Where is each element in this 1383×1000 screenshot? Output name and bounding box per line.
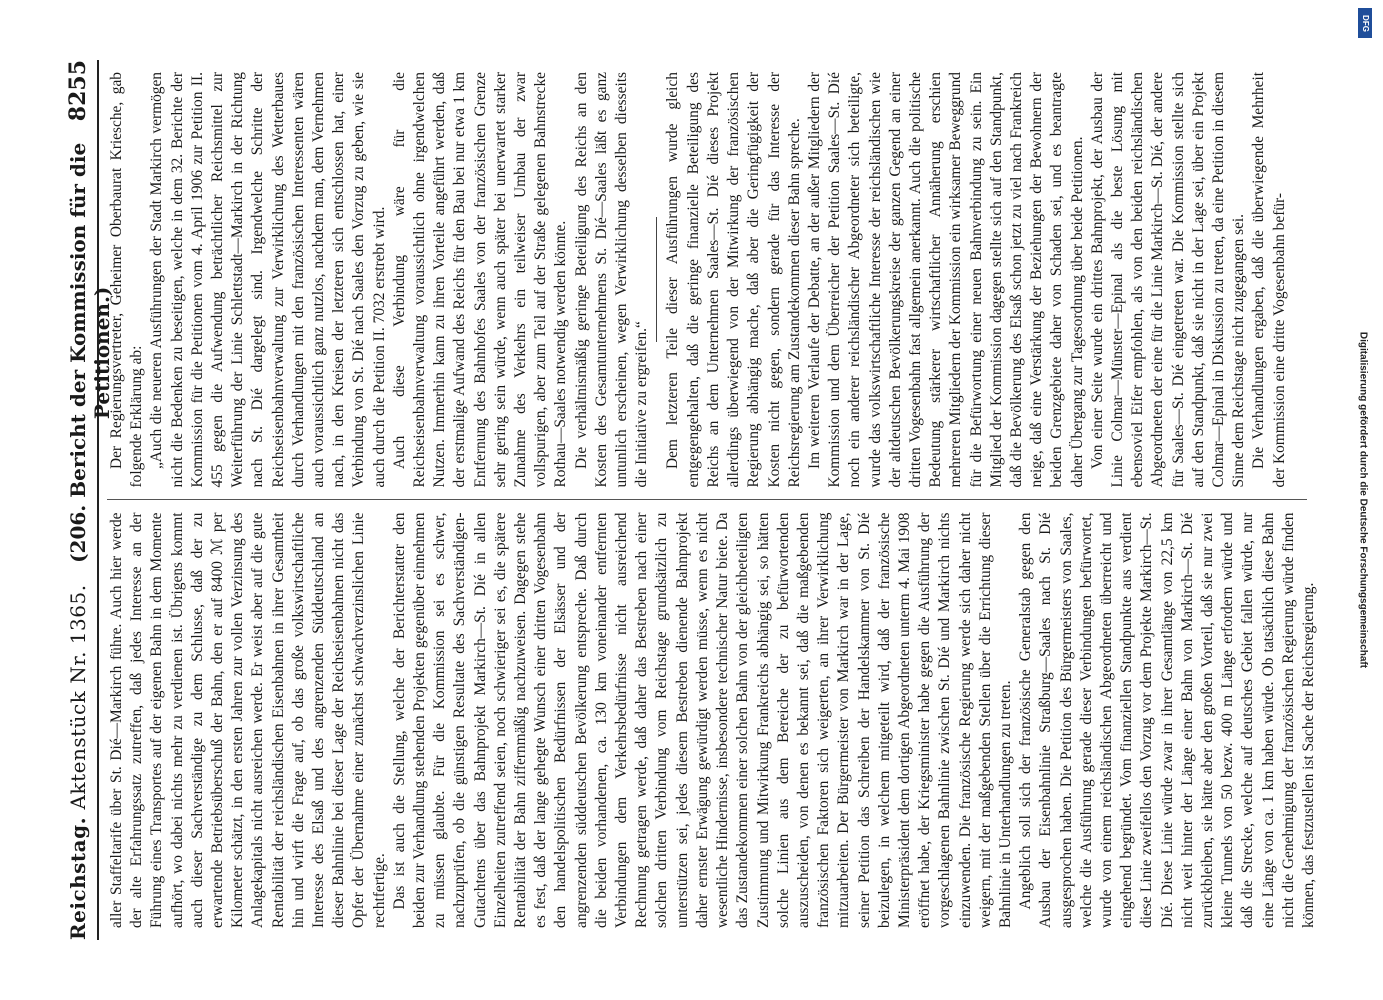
paragraph: Angeblich soll sich der französische Generalstab gegen den Ausbau der Eisenbahnlinie Straßburg—Saales nach St. Dié ausgesprochen haben. Die Petition des Bürgermeisters von Saales, welche die Ausführung gerade dieser Verbindungen befürwortet, wurde von einem reichsländischen Abgeordneten überreicht und eingehend begründet. Vom finanziellen Standpunkte aus verdient diese Linie zweifellos den Vorzug vor dem Projekte Markirch—St. Dié. Diese Linie würde zwar in ihrer Gesamtlänge von 22,5 km nicht weit hinter der Länge einer Bahn von Markirch—St. Dié zurückbleiben, sie hätte aber den großen Vorteil, daß sie nur zwei kleine Tunnels von 50 bezw. 400 m Länge erfordern würde und daß die Strecke, welche auf deutsches Gebiet fallen würde, nur eine Länge von ca. 1 km haben würde. Ob tatsächlich diese Bahn nicht die Genehmigung der französischen Regierung würde finden können, das festzustellen ist Sache der Reichsregierung.: [1017, 512, 1317, 928]
header-reichstag: Reichstag.: [66, 816, 90, 940]
column-right: [107, 60, 1307, 501]
paragraph: Im weiteren Verlaufe der Debatte, an der außer Mitgliedern der Kommission und dem Überreicher der Petition Saales—St. Dié noch ein anderer reichsländischer Abgeordneter sich beteiligte, wurde das volkswirtschaftliche Interesse der reichsländischen wie der altdeutschen Bevölkerungskreise der ganzen Gegend an einer dritten Vogesenbahn fast allgemein anerkannt. Auch die politische Bedeutung stärkerer wirtschaftlicher Annäherung erschien mehreren Mitgliedern der Kommission ein wirksamer Beweggrund für die Befürwortung einer neuen Bahnverbindung zu sein. Ein Mitglied der Kommission dagegen stellte sich auf den Standpunkt, daß die Bevölkerung des Elsaß schon jetzt zu viel nach Frankreich neige, daß eine Verstärkung der Beziehungen der Bewohnern der beiden Grenzgebiete daher von Schaden sei, und es beantragte daher Übergang zur Tagesordnung über beide Petitionen.: [805, 72, 1086, 488]
section-divider: [656, 217, 657, 342]
page-header: [65, 60, 114, 940]
paragraph: Dem letzteren Teile dieser Ausführungen wurde gleich entgegengehalten, daß die geringe finanzielle Beteiligung des Reichs an dem Unternehmen Saales—St. Dié dieses Projekt allerdings überwiegend von der Mitwirkung der französischen Regierung abhängig mache, daß aber die Geringfügigkeit der Kosten nicht gegen, sondern gerade für das Interesse der Reichsregierung am Zustandekommen dieser Bahn spreche.: [664, 72, 803, 488]
credit-text: Digitalisierung gefördert durch die Deutsche Forschungsgemeinschaft: [1357, 331, 1369, 669]
paragraph: Die Verhandlungen ergaben, daß die überwiegende Mehrheit der Kommission eine dritte Vogesenbahn befür-: [1250, 72, 1288, 488]
digitization-credit: [1354, 8, 1372, 992]
paragraph: aller Staffeltarife über St. Dié—Markirch führe. Auch hier werde der alte Erfahrungssatz zutreffen, daß jedes Interesse an der Führung eines Transportes auf der eigenen Bahn in dem Momente aufhört, wo dabei nichts mehr zu verdienen ist. Übrigens kommt auch dieser Sachverständige zu dem Schlusse, daß der zu erwartende Betriebsüberschuß der Bahn, den er auf 8400 ℳ per Kilometer schätzt, in den ersten Jahren zur vollen Verzinsung des Anlagekapitals nicht ausreichen werde. Er weist aber auf die gute Rentabilität der reichsländischen Eisenbahnen in ihrer Gesamtheit hin und wirft die Frage auf, ob das große volkswirtschaftliche Interesse des Elsaß und des angrenzenden Süddeutschland an dieser Bahnlinie bei dieser Lage der Reichseisenbahnen nicht das Opfer der Übernahme einer zunächst schwachverzinslichen Linie rechtfertige.: [108, 512, 388, 928]
paragraph: Von einer Seite wurde ein drittes Bahnprojekt, der Ausbau der Linie Colmar—Münster—Epinal als die beste Lösung mit ebensoviel Eifer empfohlen, als von den beiden reichsländischen Abgeordneten der eine für die Linie Markirch—St. Dié, der andere für Saales—St. Dié eingetreten war. Die Kommission stellte sich auf den Standpunkt, daß sie nicht in der Lage sei, über ein Projekt Colmar—Epinal in Diskussion zu treten, da eine Petition in diesem Sinne dem Reichstage nicht zugegangen sei.: [1088, 72, 1248, 488]
header-title: (206. Bericht der Kommission für die Petitionen.): [66, 142, 114, 563]
paragraph: Die verhältnismäßig geringe Beteiligung des Reichs an den Kosten des Gesamtunternehmens St. Dié—Saales läßt es ganz untunlich erscheinen, wegen Verwirklichung desselben diesseits die Initiative zu ergreifen.“: [572, 72, 651, 488]
dfg-logo-text: DFG: [1360, 14, 1370, 32]
paragraph: Der Regierungsvertreter, Geheimer Oberbaurat Kriesche, gab folgende Erklärung ab:: [108, 72, 146, 488]
header-aktenstueck: Aktenstück Nr. 1365.: [66, 584, 90, 810]
header-left: [66, 584, 90, 940]
paragraph: Auch diese Verbindung wäre für die Reichseisenbahnverwaltung voraussichtlich ohne irgendwelchen Nutzen. Immerhin kann zu ihren Vorteile angeführt werden, daß der erstmalige Aufwand des Reichs für den Bau bei nur etwa 1 km Entfernung des Bahnhofes Saales von der französischen Grenze sehr gering sein würde, wenn auch später bei unerwartet starker Zunahme des Verkehrs ein teilweiser Umbau der zwar vollspurigen, aber zum Teil auf der Straße gelegenen Bahnstrecke Rothau—Saales notwendig werden könnte.: [390, 72, 570, 488]
text-columns: [107, 60, 1317, 940]
page-number: 8255: [65, 60, 91, 122]
column-left: [107, 501, 1317, 941]
paragraph: „Auch die neueren Ausführungen der Stadt Markirch vermögen nicht die Bedenken zu beseitigen, welche in dem 32. Berichte der Kommission für die Petitionen vom 4. April 1906 zur Petition II. 455 gegen die Aufwendung beträchtlicher Reichsmittel zur Weiterführung der Linie Schlettstadt—Markirch in der Richtung nach St. Dié dargelegt sind. Irgendwelche Schritte der Reichseisenbahnverwaltung zur Verwirklichung des Wetterbaues durch Verhandlungen mit den französischen Interessenten wären auch voraussichtlich ganz nutzlos, nachdem man, dem Vernehmen nach, in den Kreisen der letzteren sich entschlossen hat, einer Verbindung von St. Dié nach Saales den Vorzug zu geben, wie sie auch durch die Petition II. 7032 erstrebt wird.: [148, 72, 388, 488]
paragraph: Das ist auch die Stellung, welche der Berichterstatter den beiden zur Verhandlung stehenden Projekten gegenüber einnehmen zu müssen glaubte. Für die Kommission sei es schwer, nachzuprüfen, ob die günstigen Resultate des Sachverständigen-Gutachtens über das Bahnprojekt Markirch—St. Dié in allen Einzelheiten zutreffend seien, noch schwieriger sei es, die spätere Rentabilität der Bahn ziffernmäßig nachzuweisen. Dagegen stehe es fest, daß der lange gehegte Wunsch einer dritten Vogesenbahn den handelspolitischen Bedürfnissen der Elsässer und der angrenzenden süddeutschen Bevölkerung entspreche. Daß durch die beiden vorhandenen, ca. 130 km voneinander entfernten Verbindungen dem Verkehrsbedürfnisse nicht ausreichend Rechnung getragen werde, daß daher das Bestreben nach einer solchen dritten Verbindung vom Reichstage grundsätzlich zu unterstützen sei, jedes diesem Bestreben dienende Bahnprojekt daher ernster Erwägung gewürdigt werden müsse, wenn es nicht wesentliche Hindernisse, insbesondere technischer Natur biete. Da das Zustandekommen einer solchen Bahn von der gleichbeteiligten Zustimmung und Mitwirkung Frankreichs abhängig sei, so hätten solche Linien aus dem Bereiche der zu befürwortenden auszuscheiden, von denen es bekannt sei, daß die maßgebenden französischen Faktoren sich weigerten, an ihrer Verwirklichung mitzuarbeiten. Der Bürgermeister von Markirch war in der Lage, seiner Petition das Schreiben der Handelskammer von St. Dié beizulegen, in welchem mitgeteilt wird, daß der französische Ministerpräsident dem dortigen Abgeordneten unterm 4. Mai 1908 eröffnet habe, der Kriegsminister habe gegen die Ausführung der vorgeschlagenen Bahnlinie zwischen St. Dié und Markirch nichts einzuwenden. Die französische Regierung werde sich daher nicht weigern, mit der maßgebenden Stellen über die Errichtung dieser Bahnlinie in Unterhandlungen zu treten.: [390, 512, 1014, 928]
rotated-page: [65, 60, 1315, 940]
